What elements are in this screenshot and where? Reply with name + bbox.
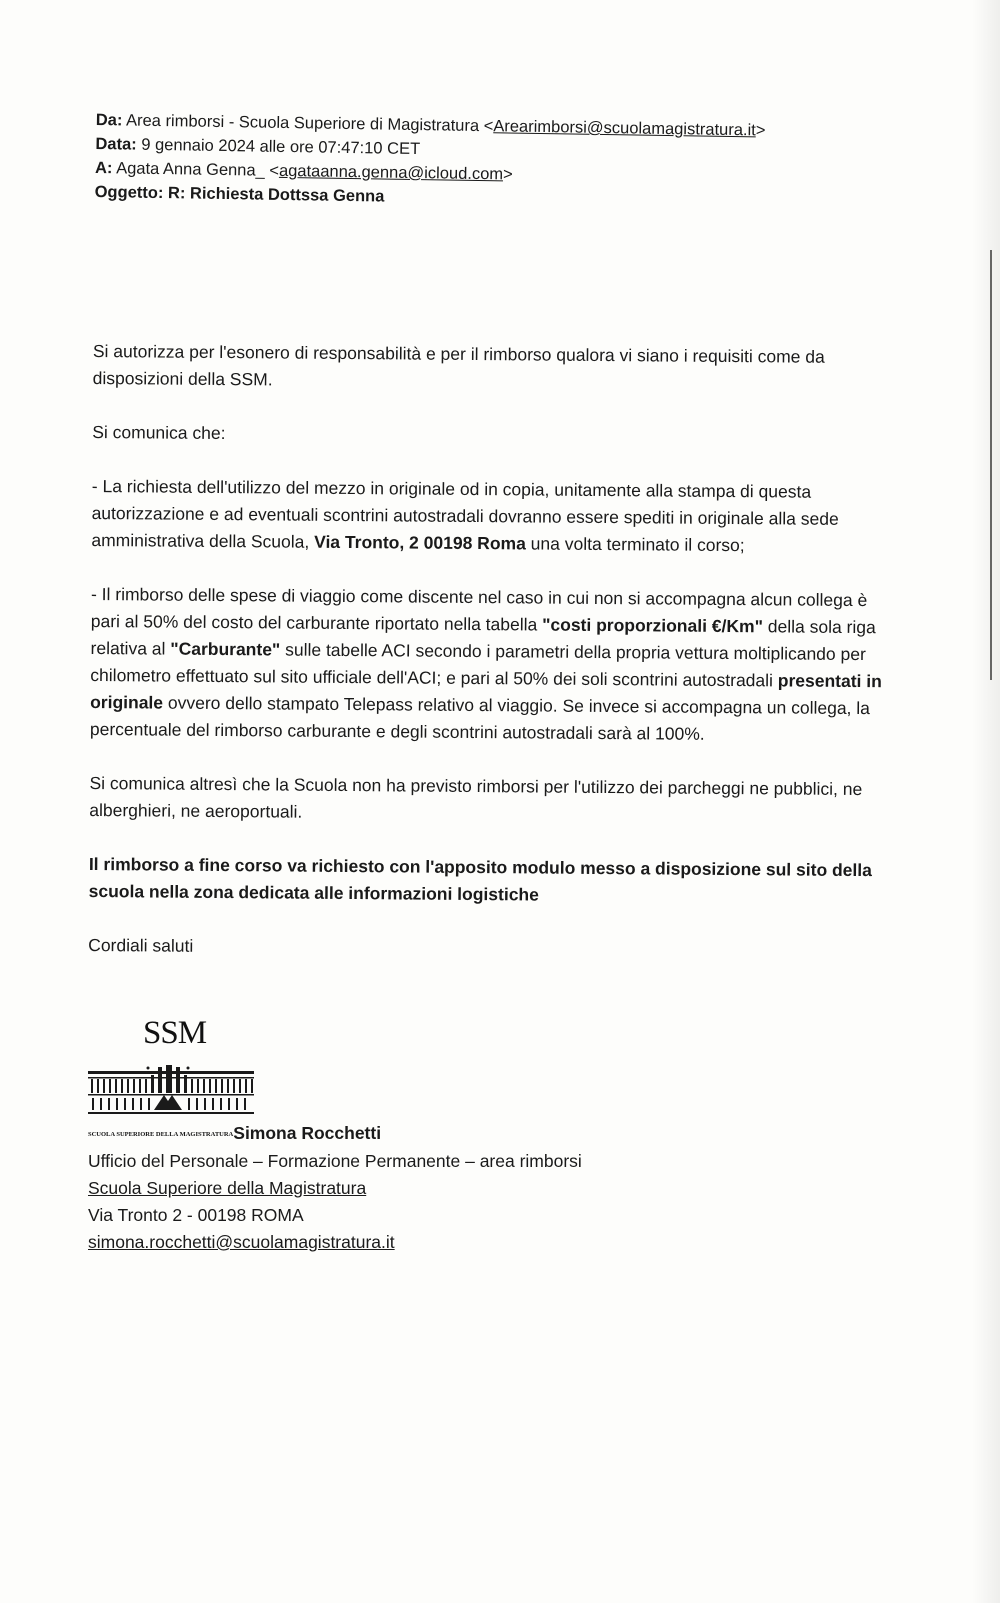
- ssm-logo-text: SSM: [143, 1015, 207, 1051]
- reimb-text-4: ovvero dello stampato Telepass relativo al viaggio. Se invece si accompagna un collega, la percentuale del rimborso carburante e degli scontrini autostradali sarà al 100%.: [89, 692, 871, 744]
- date-label: Data:: [95, 134, 137, 154]
- shipping-text-1: - La richiesta dell'utilizzo del mezzo in originale od in copia, unitamente alla stampa di questa autorizzazione e ad eventuali scontrini autostradali dovranno essere spediti in originale alla sede amministrativa della Scuola,: [91, 475, 839, 552]
- building-logo-icon: [88, 1057, 258, 1119]
- reimb-text-1: - Il rimborso delle spese di viaggio come discente nel caso in cui non si accompagna alcun collega è pari al 50% del costo del carburante riportato nella tabella: [90, 583, 868, 635]
- email-body: [88, 338, 893, 965]
- reimb-bold-costs: "costi proporzionali €/Km": [542, 614, 764, 637]
- signature-name-line: [88, 1123, 381, 1144]
- paragraph-parking: Si comunica altresì che la Scuola non ha previsto rimborsi per l'utilizzo dei parcheggi ne pubblici, ne alberghieri, ne aeroportuali.: [89, 772, 863, 822]
- school-name-link[interactable]: Scuola Superiore della Magistratura: [88, 1178, 367, 1198]
- subject-label: Oggetto:: [94, 182, 164, 203]
- reimb-bold-original: presentati in originale: [90, 670, 882, 713]
- to-name: Agata Anna Genna_: [116, 159, 265, 180]
- reimb-text-2: della sola riga relativa al: [90, 616, 876, 659]
- paragraph-intro: Si comunica che:: [92, 421, 226, 444]
- from-name: Area rimborsi - Scuola Superiore di Magistratura: [125, 111, 480, 136]
- signature-block: [88, 1015, 688, 1252]
- closing-text: Cordiali saluti: [88, 934, 194, 956]
- paragraph-reimbursement: [90, 581, 891, 749]
- from-email-link[interactable]: Arearimborsi@scuolamagistratura.it: [493, 117, 756, 140]
- from-label: Da:: [95, 110, 123, 130]
- signatory-email-link[interactable]: simona.rocchetti@scuolamagistratura.it: [88, 1232, 395, 1252]
- signatory-name: Simona Rocchetti: [233, 1123, 382, 1143]
- signatory-office: Ufficio del Personale – Formazione Permanente – area rimborsi: [88, 1151, 582, 1171]
- paragraph-authorization: Si autorizza per l'esonero di responsabilità e per il rimborso qualora vi siano i requisiti come da disposizioni della SSM.: [92, 340, 825, 390]
- school-address: Via Tronto 2 - 00198 ROMA: [88, 1205, 304, 1225]
- shipping-text-2: una volta terminato il corso;: [525, 533, 745, 556]
- header-from-row: Da: Area rimborsi - Scuola Superiore di Magistratura <Arearimborsi@scuolamagistratura.it>: [95, 110, 766, 140]
- ssm-logo: [88, 1015, 258, 1135]
- signature-details: [88, 1148, 582, 1256]
- school-address-bold: Via Tronto, 2 00198 Roma: [314, 531, 526, 554]
- email-header: [94, 108, 815, 215]
- date-value: 9 gennaio 2024 alle ore 07:47:10 CET: [141, 135, 421, 159]
- to-label: A:: [94, 158, 113, 178]
- logo-tagline: SCUOLA SUPERIORE DELLA MAGISTRATURA: [88, 1131, 234, 1138]
- page-edge-shadow: [972, 0, 1000, 1603]
- paragraph-form-notice: Il rimborso a fine corso va richiesto con l'apposito modulo messo a disposizione sul sito della scuola nella zona dedicata alle informazioni logistiche: [88, 853, 873, 905]
- subject-value: R: Richiesta Dottssa Genna: [167, 184, 385, 206]
- reimb-bold-fuel: "Carburante": [170, 638, 281, 660]
- reimb-text-3: sulle tabelle ACI secondo i parametri della propria vettura moltiplicando per chilometro effettuato sul sito ufficiale dell'ACI; e pari al 50% dei soli scontrini autostradali: [90, 639, 866, 691]
- page-edge-line: [990, 250, 992, 680]
- to-email-link[interactable]: agataanna.genna@icloud.com: [278, 161, 504, 184]
- paragraph-shipping: [91, 473, 892, 560]
- header-to-row: A: Agata Anna Genna_ <agataanna.genna@icloud.com>: [94, 158, 513, 184]
